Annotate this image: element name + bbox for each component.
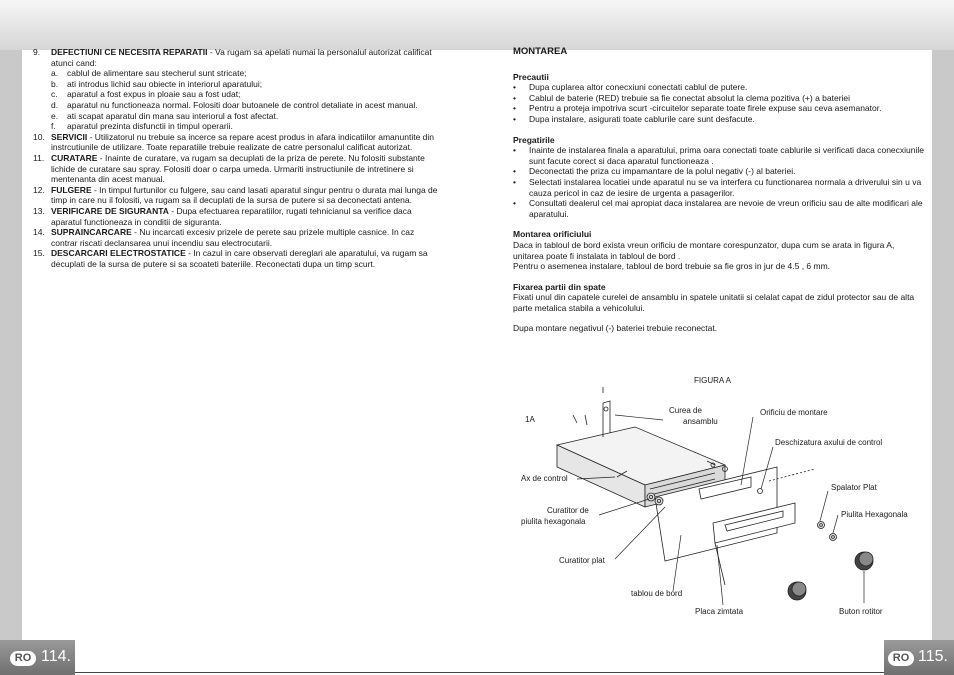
paragraph: Fixati unul din capatele curelei de ansamblu in spatele unitatii si celalat capat de zidul protector sau de alta parte metalica stabila a vehicolului. bbox=[513, 292, 915, 313]
list-item: 9. DEFECTIUNI CE NECESITA REPARATII - Va rugam sa apelati numai la personalul autorizat calificat atunci cand: a. cablul de alimentare sau stecherul sunt stricate; b. ati introdus lichid sau obiecte in interiorul aparatului; c. aparatul a fost expus in ploaie sau a fost udat; d. aparatul nu functioneaza normal. Folositi doar butoanele de control detaliate in acest manual. e. ati scapat aparatul din mana sau interiorul a fost afectat. f. aparatul prezinta disfunctii in timpul operarii. bbox=[33, 47, 441, 132]
footer-divider bbox=[75, 672, 884, 673]
list-item: 12. FULGERE - In timpul furtunilor cu fulgere, sau cand lasati aparatul singur pentru o durata mai lunga de timp in care nu il folositi, va rugam sa il decuplati de la sursa de putere si sa deconectati antena. bbox=[33, 184, 438, 206]
right-page-content bbox=[513, 47, 925, 334]
language-badge-left: RO bbox=[10, 651, 36, 666]
list-item: 11. CURATARE - Inainte de curatare, va rugam sa decuplati de la priza de perete. Nu folositi substante lichide de curatare sau spray. Folositi doar o carpa umeda. Urmariti instructiunile de intretinere si mentenanta din acest manual. bbox=[33, 152, 425, 185]
left-margin-band bbox=[0, 50, 22, 640]
page-header-band bbox=[0, 0, 954, 50]
item-title: SUPRAINCARCARE bbox=[51, 227, 132, 238]
item-text: - In cazul in care observati dereglari ale aparatului, va rugam sa decuplati de la sursa de putere si sa scoateti bateriile. Reconectati dupa un timp scurt. bbox=[51, 248, 428, 269]
page-number-right: 115. bbox=[918, 648, 948, 665]
item-title: CURATARE bbox=[51, 152, 98, 163]
page-number-left: 114. bbox=[41, 648, 71, 665]
item-text: - Nu incarcati excesiv prizele de perete sau prizele multiple casnice. In caz contrar riscati declansarea unui incendiu sau electrocutarii. bbox=[51, 227, 415, 248]
right-margin-band bbox=[932, 50, 954, 640]
bullet-item: • Inainte de instalarea finala a aparatului, prima oara conectati toate cablurile si verificati daca conecxiunile sunt facute corect si daca aparatul functioneaza . bbox=[513, 145, 925, 166]
list-item: 10. SERVICII - Utilizatorul nu trebuie sa incerce sa repare acest produs in afara indicatiilor amanuntite din instrcutiunile de utilizare. Toate reparatiile trebuie realizate de catre personalul calificat autorizat. bbox=[33, 131, 435, 153]
item-text: - Inainte de curatare, va rugam sa decuplati de la priza de perete. Nu folositi substante lichide de curatare sau spray. Folositi doar o carpa umeda. Urmariti instructiunile de intretinere si mentenanta din acest manual. bbox=[51, 152, 425, 185]
flat-cleaner-label: Curatitor plat bbox=[559, 556, 605, 565]
paragraph: Daca in tabloul de bord exista vreun orificiu de montare corespunzator, dupa cum se arata in figura A, unitarea poate fi instalata in tabloul de bord . bbox=[513, 239, 895, 261]
bullet-item: • Dupa instalare, asigurati toate cablurile care sunt desfacute. bbox=[513, 113, 755, 124]
subsection-heading: Pregatirile bbox=[513, 134, 555, 145]
bullet-item: • Cablul de baterie (RED) trebuie sa fie conectat absolut la clema pozitiva (+) a bateriei bbox=[513, 92, 851, 103]
hex-nut-cleaner-label-2: piulita hexagonala bbox=[521, 517, 586, 526]
sub-item: b. ati introdus lichid sau obiecte in interiorul aparatului; bbox=[51, 78, 263, 89]
item-text: - Va rugam sa apelati numai la personalul autorizat calificat atunci cand: bbox=[51, 47, 432, 68]
bullet-item: • Selectati instalarea locatiei unde aparatul nu se va interfera cu functionarea normala a driverului sin u va cauza pericol in caz de iesire de urgenta a pasagerilor. bbox=[513, 176, 922, 198]
item-title: DEFECTIUNI CE NECESITA REPARATII bbox=[51, 47, 208, 57]
sub-item: e. ati scapat aparatul din mana sau interiorul a fost afectat. bbox=[51, 110, 279, 121]
bullet-item: • Dupa cuplarea altor conecxiuni conectati cablul de putere. bbox=[513, 82, 748, 93]
sub-item: c. aparatul a fost expus in ploaie sau a fost udat; bbox=[51, 89, 241, 100]
bullet-item: • Deconectati the priza cu impamantare de la polul negativ (-) al bateriei. bbox=[513, 166, 796, 177]
item-title: DESCARCARI ELECTROSTATICE bbox=[51, 248, 186, 259]
subsection-heading: Fixarea partii din spate bbox=[513, 281, 606, 292]
language-badge-right: RO bbox=[888, 651, 914, 666]
strap-label-2: ansamblu bbox=[683, 417, 718, 426]
mounting-diagram bbox=[515, 385, 925, 625]
hex-nut-label: Piulita Hexagonala bbox=[841, 510, 908, 519]
control-shaft-opening-label: Deschizatura axului de control bbox=[775, 438, 883, 447]
bullet-item: • Consultati dealerul cel mai apropiat daca instalarea are nevoie de vreun orificiu sau de alte modificari ale aparatului. bbox=[513, 198, 923, 219]
left-page-content bbox=[33, 47, 441, 269]
list-item: 15. DESCARCARI ELECTROSTATICE - In cazul in care observati dereglari ale aparatului, va rugam sa decuplati de la sursa de putere si sa scoateti bateriile. Reconectati dupa un timp scurt. bbox=[33, 248, 428, 269]
sub-item: d. aparatul nu functioneaza normal. Folositi doar butoanele de control detaliate in acest manual. bbox=[51, 99, 418, 110]
mark-1a-label: 1A bbox=[525, 415, 535, 424]
serrated-plate-label: Placa zimtata bbox=[695, 607, 744, 616]
paragraph: Pentru o asemenea instalare, tabloul de bord trebuie sa fie gros in jur de 4.5 , 6 mm. bbox=[513, 261, 831, 272]
hex-nut-cleaner-label: Curatitor de bbox=[547, 506, 589, 515]
flat-washer-label: Spalator Plat bbox=[831, 483, 877, 492]
strap-label: Curea de bbox=[669, 406, 702, 415]
item-text: - Utilizatorul nu trebuie sa incerce sa repare acest produs in afara indicatiilor amanuntite din instrcutiunile de utilizare. Toate reparatiile trebuie realizate de catre personalul calificat autorizat. bbox=[51, 131, 435, 153]
list-item: 13. VERIFICARE DE SIGURANTA - Dupa efectuarea reparatiilor, rugati tehnicianul sa verifice daca aparatul functioneaza in conditii de siguranta. bbox=[33, 205, 412, 227]
paragraph-note: Dupa montare negativul (-) bateriei trebuie reconectat. bbox=[513, 323, 718, 334]
rotary-knob-label: Buton rotitor bbox=[839, 607, 883, 616]
mounting-hole-label: Orificiu de montare bbox=[760, 408, 828, 417]
item-title: FULGERE bbox=[51, 184, 92, 195]
sub-item: f. aparatul prezinta disfunctii in timpul operarii. bbox=[51, 121, 233, 132]
section-title: MONTAREA bbox=[513, 46, 568, 57]
sub-item: a. cablul de alimentare sau stecherul sunt stricate; bbox=[51, 68, 247, 79]
figure-title: FIGURA A bbox=[694, 376, 731, 385]
item-text: - Dupa efectuarea reparatiilor, rugati tehnicianul sa verifice daca aparatul functioneaza in conditii de siguranta. bbox=[51, 205, 412, 227]
subsection-heading: Precautii bbox=[513, 71, 549, 82]
list-item: 14. SUPRAINCARCARE - Nu incarcati excesiv prizele de perete sau prizele multiple casnice. In caz contrar riscati declansarea unui incendiu sau electrocutarii. bbox=[33, 227, 415, 248]
subsection-heading: Montarea orificiului bbox=[513, 229, 592, 240]
dashboard-label: tablou de bord bbox=[631, 589, 683, 598]
item-text: - In timpul furtunilor cu fulgere, sau cand lasati aparatul singur pentru o durata mai lunga de timp in care nu il folositi, va rugam sa il decuplati de la sursa de putere si sa deconectati antena. bbox=[51, 184, 438, 206]
item-title: VERIFICARE DE SIGURANTA bbox=[51, 205, 169, 216]
bullet-item: • Pentru a proteja impotriva scurt -circuitelor separate toate firele expuse sau ceva asemanator. bbox=[513, 103, 882, 114]
item-title: SERVICII bbox=[51, 131, 88, 142]
control-shaft-label: Ax de control bbox=[521, 474, 568, 483]
